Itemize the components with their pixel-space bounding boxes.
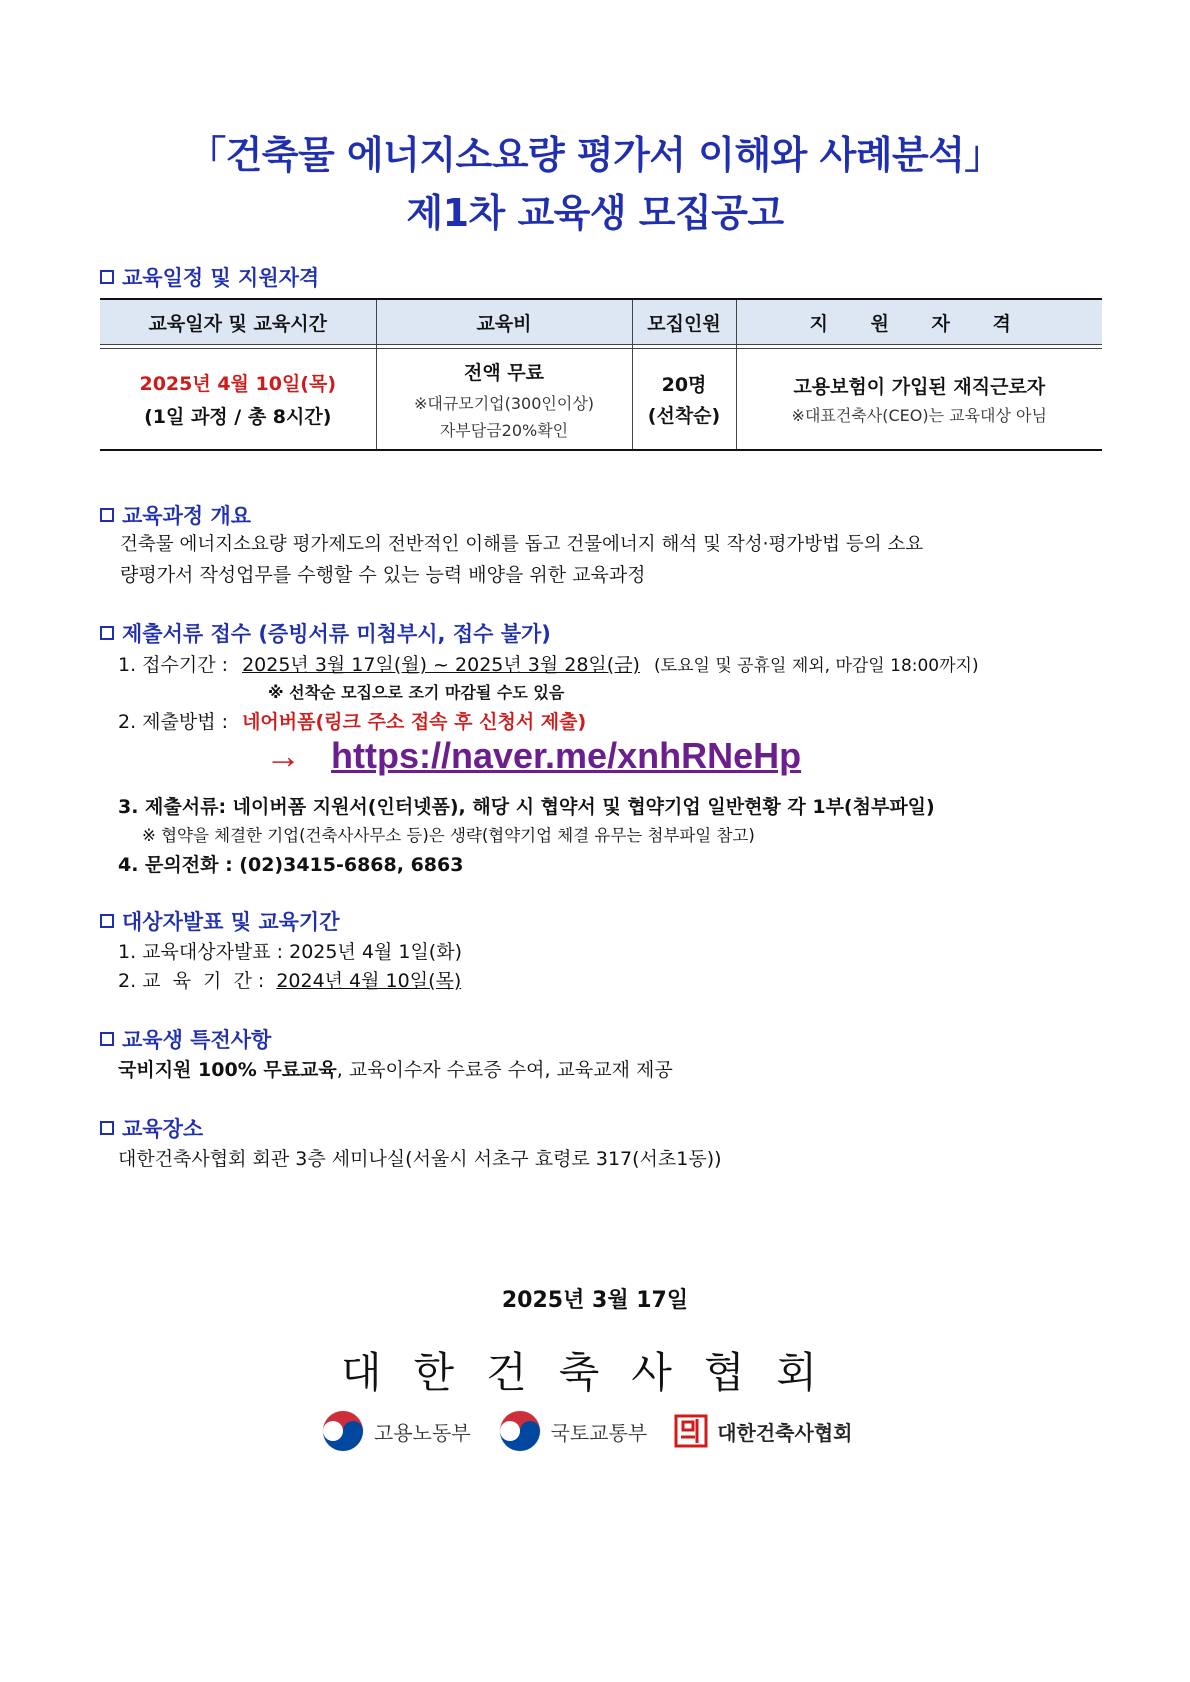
section-heading-label: 대상자발표 및 교육기간	[122, 910, 340, 934]
application-link-url[interactable]: https://naver.me/xnhRNeHp	[331, 735, 802, 776]
section-heading-announcement	[100, 906, 339, 936]
item-label: 2. 제출방법 :	[118, 711, 229, 733]
benefits-highlight: 국비지원 100% 무료교육	[118, 1059, 337, 1081]
application-link[interactable]	[265, 735, 801, 777]
logo-label: 고용노동부	[374, 1420, 471, 1445]
capacity-note: (선착순)	[647, 405, 721, 427]
submission-documents-sub: ※ 협약을 체결한 기업(건축사사무소 등)은 생략(협약기업 체결 유무는 첨부파일 참고)	[142, 826, 755, 845]
table-header: 교육일자 및 교육시간	[100, 299, 376, 345]
item-label: 2. 교 육 기 간 :	[118, 970, 265, 992]
logo-molit	[497, 1408, 648, 1454]
table-cell-capacity	[632, 349, 736, 451]
submission-period-note: (토요일 및 공휴일 제외, 마감일 18:00까지)	[654, 656, 979, 676]
overview-text-line2: 량평가서 작성업무를 수행할 수 있는 능력 배양을 위한 교육과정	[120, 564, 646, 586]
section-heading-submission	[100, 618, 551, 648]
education-period-value: 2024년 4월 10일(목)	[276, 970, 462, 992]
submission-period-sub: ※ 선착순 모집으로 조기 마감될 수도 있음	[268, 683, 565, 702]
checkbox-square-icon	[100, 626, 114, 640]
fee-note: 자부담금20%확인	[439, 420, 569, 440]
checkbox-square-icon	[100, 914, 114, 928]
kira-emblem-icon	[673, 1413, 709, 1449]
table-header: 교육비	[376, 299, 632, 345]
page-title-line2: 제1차 교육생 모집공고	[406, 191, 784, 235]
qualification-value: 고용보험이 가입된 재직근로자	[793, 376, 1046, 398]
education-date: 2025년 4월 10일(목)	[139, 373, 337, 395]
education-period	[118, 966, 461, 993]
logo-row	[320, 1408, 852, 1454]
logo-label: 대한건축사협회	[717, 1420, 853, 1445]
section-heading-schedule	[100, 262, 319, 292]
submission-period-value: 2025년 3월 17일(월) ~ 2025년 3월 28일(금)	[242, 654, 640, 676]
submission-documents: 3. 제출서류: 네이버폼 지원서(인터넷폼), 해당 시 협약서 및 협약기업 일반현황 각 1부(첨부파일)	[118, 796, 935, 818]
logo-kira	[673, 1413, 852, 1449]
arrow-right-icon: →	[265, 735, 301, 776]
announcement-date: 1. 교육대상자발표 : 2025년 4월 1일(화)	[118, 941, 462, 963]
education-duration: (1일 과정 / 총 8시간)	[144, 406, 332, 428]
logo-label: 국토교통부	[550, 1420, 648, 1445]
table-header: 지 원 자 격	[736, 299, 1102, 345]
fee-value: 전액 무료	[463, 361, 545, 384]
checkbox-square-icon	[100, 1121, 114, 1135]
section-heading-label: 제출서류 접수 (증빙서류 미첨부시, 접수 불가)	[122, 622, 551, 646]
schedule-table	[100, 298, 1102, 451]
section-heading-overview	[100, 500, 251, 530]
table-cell-fee	[376, 349, 632, 451]
section-heading-label: 교육생 특전사항	[122, 1028, 272, 1052]
submission-method	[118, 707, 586, 734]
overview-text-line1: 건축물 에너지소요량 평가제도의 전반적인 이해를 돕고 건물에너지 해석 및 작성·평가방법 등의 소요	[120, 534, 924, 555]
page-title-line1: 「건축물 에너지소요량 평가서 이해와 사례분석」	[188, 133, 1002, 177]
submission-method-value: 네어버폼(링크 주소 접속 후 신청서 제출)	[242, 711, 587, 733]
section-heading-label: 교육과정 개요	[122, 504, 252, 528]
organization-name: 대한건축사협회	[340, 1348, 849, 1397]
contact-phone: 4. 문의전화 : (02)3415-6868, 6863	[118, 854, 464, 876]
checkbox-square-icon	[100, 508, 114, 522]
location-text: 대한건축사협회 회관 3층 세미나실(서울시 서초구 효령로 317(서초1동))	[118, 1148, 722, 1170]
capacity-value: 20명	[661, 374, 707, 396]
notice-date: 2025년 3월 17일	[501, 1288, 689, 1313]
section-heading-label: 교육일정 및 지원자격	[122, 266, 320, 290]
section-heading-location	[100, 1113, 203, 1143]
table-cell-qualification	[736, 349, 1102, 451]
taegeuk-icon	[497, 1408, 543, 1454]
section-heading-label: 교육장소	[122, 1117, 204, 1141]
table-cell-date	[100, 349, 376, 451]
benefits-rest: , 교육이수자 수료증 수여, 교육교재 제공	[336, 1059, 673, 1081]
qualification-note: ※대표건축사(CEO)는 교육대상 아님	[791, 406, 1047, 425]
checkbox-square-icon	[100, 1032, 114, 1046]
item-label: 1. 접수기간 :	[118, 654, 229, 676]
checkbox-square-icon	[100, 270, 114, 284]
submission-period	[118, 650, 979, 677]
table-row	[100, 349, 1102, 451]
table-header: 모집인원	[632, 299, 736, 345]
benefits-text	[118, 1055, 673, 1082]
section-heading-benefits	[100, 1024, 271, 1054]
taegeuk-icon	[320, 1408, 366, 1454]
fee-note: ※대규모기업(300인이상)	[413, 393, 595, 413]
logo-moel	[320, 1408, 471, 1454]
